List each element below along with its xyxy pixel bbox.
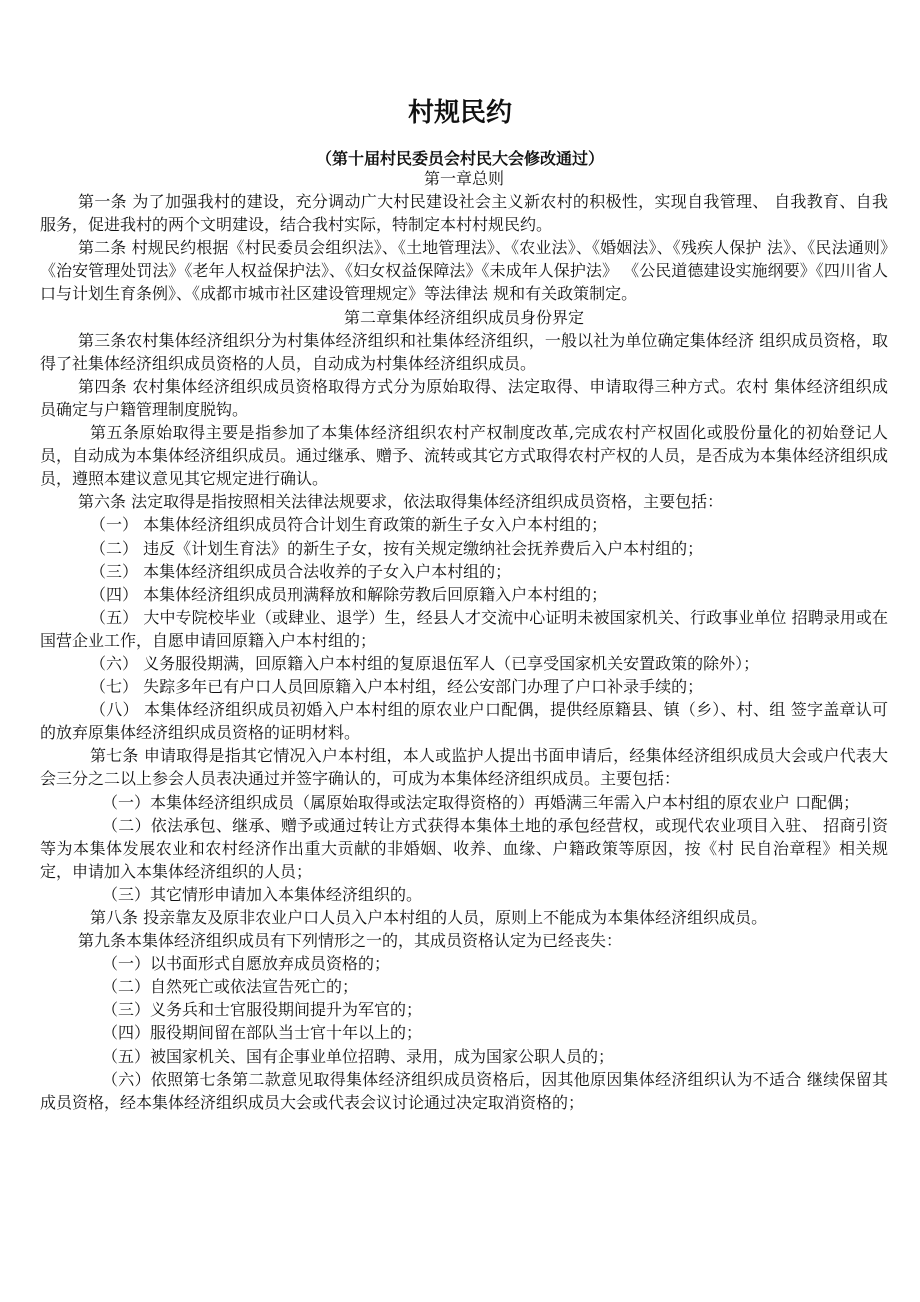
article-item: （四）服役期间留在部队当士官十年以上的； bbox=[102, 1023, 423, 1043]
article-item: （六）依照第七条第二款意见取得集体经济组织成员资格后，因其他原因集体经济组织认为不适合 继续保留其成员资格，经本集体经济组织成员大会或代表会议讨论通过决定取消资格的； bbox=[40, 1069, 888, 1112]
article-4: 第四条 农村集体经济组织成员资格取得方式分为原始取得、法定取得、申请取得三种方式。农村 集体经济组织成员确定与户籍管理制度脱钩。 bbox=[40, 376, 888, 419]
article-9: 第九条本集体经济组织成员有下列情形之一的，其成员资格认定为已经丧失： bbox=[78, 931, 623, 951]
article-item: （五）被国家机关、国有企事业单位招聘、录用，成为国家公职人员的； bbox=[102, 1046, 615, 1066]
article-6: 第六条 法定取得是指按照相关法律法规要求，依法取得集体经济组织成员资格，主要包括： bbox=[78, 492, 724, 512]
chapter-heading: 第二章集体经济组织成员身份界定 bbox=[343, 307, 584, 327]
document-subtitle: （第十届村民委员会村民大会修改通过） bbox=[315, 149, 604, 168]
article-item: （四） 本集体经济组织成员刑满释放和解除劳教后回原籍入户本村组的； bbox=[90, 584, 608, 604]
document-body bbox=[40, 167, 888, 1114]
article-item: （二）自然死亡或依法宣告死亡的； bbox=[102, 977, 359, 997]
article-2: 第二条 村规民约根据《村民委员会组织法》、《土地管理法》、《农业法》、《婚姻法》、《残疾人保护 法》、《民法通则》《治安管理处罚法》《老年人权益保护法》、《妇女权益保障法》《未成年人保护法》 《公民道德建设实施纲要》《四川省人口与计划生育条例》、《成都市城市社区建设管理规定》等法律法 规和有关政策制定。 bbox=[40, 238, 888, 304]
article-5: 第五条原始取得主要是指参加了本集体经济组织农村产权制度改革,完成农村产权固化或股份量化的初始登记人员，自动成为本集体经济组织成员。通过继承、赠予、流转或其它方式取得农村产权的人员，是否成为本集体经济组织成员，遵照本建议意见其它规定进行确认。 bbox=[40, 423, 889, 489]
article-item: （三） 本集体经济组织成员合法收养的子女入户本村组的； bbox=[90, 561, 512, 581]
article-item: （三）其它情形申请加入本集体经济组织的。 bbox=[102, 884, 423, 904]
article-7: 第七条 申请取得是指其它情况入户本村组，本人或监护人提出书面申请后，经集体经济组织成员大会或户代表大会三分之二以上参会人员表决通过并签字确认的，可成为本集体经济组织成员。主要包括： bbox=[40, 746, 888, 789]
article-3: 第三条农村集体经济组织分为村集体经济组织和社集体经济组织，一般以社为单位确定集体经济 组织成员资格，取得了社集体经济组织成员资格的人员，自动成为村集体经济组织成员。 bbox=[40, 330, 888, 373]
page-title: 村规民约 bbox=[407, 98, 512, 128]
article-item: （一）本集体经济组织成员（属原始取得或法定取得资格的）再婚满三年需入户本村组的原农业户 口配偶； bbox=[102, 792, 860, 812]
article-item: （七） 失踪多年已有户口人员回原籍入户本村组，经公安部门办理了户口补录手续的； bbox=[90, 677, 704, 697]
chapter-heading: 第一章总则 bbox=[423, 169, 504, 188]
article-item: （六） 义务服役期满，回原籍入户本村组的复原退伍军人（已享受国家机关安置政策的除外）； bbox=[90, 653, 760, 673]
article-8: 第八条 投亲靠友及原非农业户口人员入户本村组的人员，原则上不能成为本集体经济组织成员。 bbox=[90, 908, 768, 927]
article-item: （二） 违反《计划生育法》的新生子女，按有关规定缴纳社会抚养费后入户本村组的； bbox=[90, 538, 704, 558]
article-item: （二）依法承包、继承、赠予或通过转让方式获得本集体土地的承包经营权，或现代农业项目入驻、 招商引资等为本集体发展农业和农村经济作出重大贡献的非婚姻、收养、血缘、户籍政策等原因，按《村 民自治章程》相关规定，申请加入本集体经济组织的人员； bbox=[40, 815, 888, 881]
article-1: 第一条 为了加强我村的建设，充分调动广大村民建设社会主义新农村的积极性，实现自我管理、 自我教育、自我服务，促进我村的两个文明建设，结合我村实际，特制定本村村规民约。 bbox=[40, 192, 888, 235]
article-item: （一）以书面形式自愿放弃成员资格的； bbox=[102, 954, 391, 974]
article-item: （五） 大中专院校毕业（或肆业、退学）生，经县人才交流中心证明未被国家机关、行政事业单位 招聘录用或在国营企业工作，自愿申请回原籍入户本村组的； bbox=[40, 607, 888, 650]
article-item: （八） 本集体经济组织成员初婚入户本村组的原农业户口配偶，提供经原籍县、镇（乡）、村、组 签字盖章认可的放弃原集体经济组织成员资格的证明材料。 bbox=[40, 700, 888, 743]
article-item: （三）义务兵和士官服役期间提升为军官的； bbox=[102, 1000, 423, 1020]
article-item: （一） 本集体经济组织成员符合计划生育政策的新生子女入户本村组的； bbox=[90, 515, 608, 535]
